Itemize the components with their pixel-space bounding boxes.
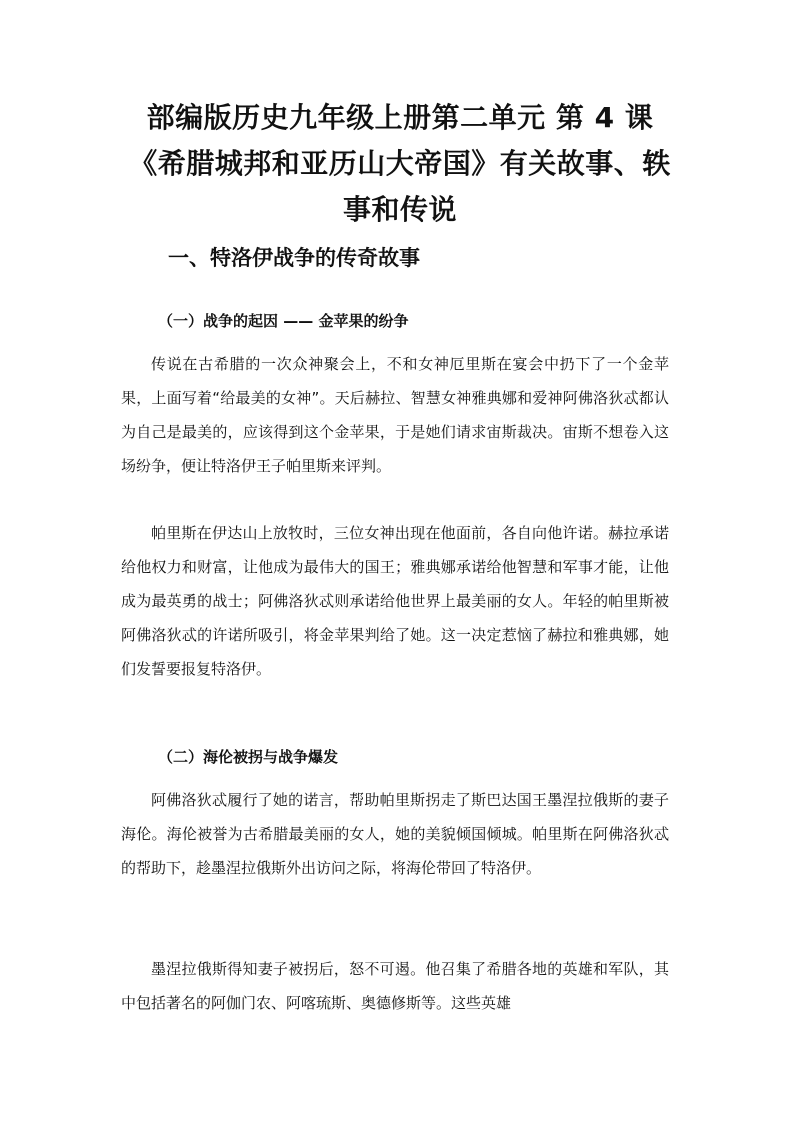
subsection-heading-origin: （一）战争的起因 —— 金苹果的纷争: [158, 312, 409, 330]
paragraph: 阿佛洛狄忒履行了她的诺言，帮助帕里斯拐走了斯巴达国王墨涅拉俄斯的妻子海伦。海伦被誉为古希腊最美丽的女人，她的美貌倾国倾城。帕里斯在阿佛洛狄忒的帮助下，趁墨涅拉俄斯外出访问之际，将海伦带回了特洛伊。: [121, 791, 669, 877]
subsection-heading-helen: （二）海伦被拐与战争爆发: [158, 748, 339, 766]
paragraph: 传说在古希腊的一次众神聚会上，不和女神厄里斯在宴会中扔下了一个金苹果，上面写着“给最美的女神”。天后赫拉、智慧女神雅典娜和爱神阿佛洛狄忒都认为自己是最美的，应该得到这个金苹果，于是她们请求宙斯裁决。宙斯不想卷入这场纷争，便让特洛伊王子帕里斯来评判。: [121, 355, 669, 475]
paragraph: 帕里斯在伊达山上放牧时，三位女神出现在他面前，各自向他许诺。赫拉承诺给他权力和财富，让他成为最伟大的国王；雅典娜承诺给他智慧和军事才能，让他成为最英勇的战士；阿佛洛狄忒则承诺给他世界上最美丽的女人。年轻的帕里斯被阿佛洛狄忒的许诺所吸引，将金苹果判给了她。这一决定惹恼了赫拉和雅典娜，她们发誓要报复特洛伊。: [121, 524, 669, 678]
section-heading: 一、特洛伊战争的传奇故事: [168, 246, 420, 270]
document-title: 部编版历史九年级上册第二单元 第 4 课《希腊城邦和亚历山大帝国》有关故事、轶事和传说: [129, 101, 671, 226]
paragraph: 墨涅拉俄斯得知妻子被拐后，怒不可遏。他召集了希腊各地的英雄和军队，其中包括著名的阿伽门农、阿喀琉斯、奥德修斯等。这些英雄: [121, 960, 669, 1012]
